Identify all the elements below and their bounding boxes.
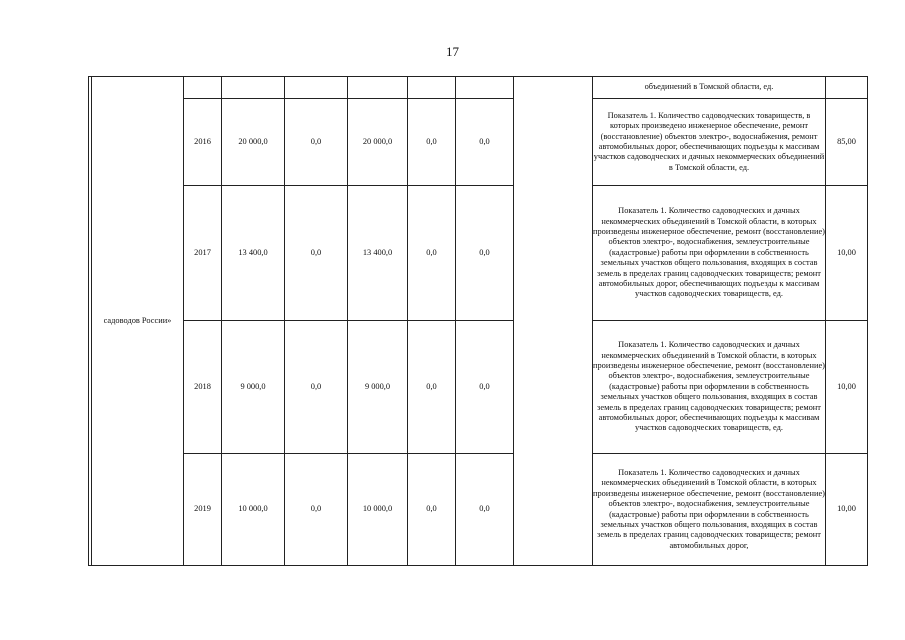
local-cell: 0,0: [408, 99, 456, 186]
local-cell: 0,0: [408, 186, 456, 321]
federal-cell: 0,0: [285, 186, 348, 321]
local-cell: 0,0: [408, 321, 456, 454]
table-row: [89, 99, 868, 186]
federal-cell: 0,0: [285, 321, 348, 454]
total-cell: 20 000,0: [222, 99, 285, 186]
year-cell: 2019: [184, 454, 222, 566]
local-cell: [408, 77, 456, 99]
total-cell: 10 000,0: [222, 454, 285, 566]
other-cell: 0,0: [456, 99, 514, 186]
page-number: 17: [446, 44, 459, 59]
regional-cell: [348, 77, 408, 99]
indicator-cell: Показатель 1. Количество садоводческих и дачных некоммерческих объединений в Томской области, в которых произведены инженерное обеспечение, ремонт (восстановление) объектов электро-, водоснабжения, землеустроительные (кадастровые) работы при оформлении в собственность земельных участков общего пользования, входящих в состав земель в пределах границ садоводческих товариществ; ремонт автомобильных дорог, обеспечивающих подъезды к массивам участков садоводческих товариществ, ед.: [593, 186, 826, 321]
value-cell: 10,00: [826, 454, 868, 566]
value-cell: 85,00: [826, 99, 868, 186]
other-cell: 0,0: [456, 321, 514, 454]
total-cell: [222, 77, 285, 99]
regional-cell: 9 000,0: [348, 321, 408, 454]
indicator-cell: Показатель 1. Количество садоводческих товариществ, в которых произведено инженерное обеспечение, ремонт (восстановление) объектов электро-, водоснабжения, ремонт автомобильных дорог, обеспечивающих подъезды к массивам участков садоводческих и дачных некоммерческих объединений в Томской области, ед.: [593, 99, 826, 186]
other-cell: 0,0: [456, 454, 514, 566]
blank-merged-column: [514, 77, 593, 566]
total-cell: 13 400,0: [222, 186, 285, 321]
indicator-cell: Показатель 1. Количество садоводческих и дачных некоммерческих объединений в Томской области, в которых произведены инженерное обеспечение, ремонт (восстановление) объектов электро-, водоснабжения, землеустроительные (кадастровые) работы при оформлении в собственность земельных участков общего пользования, входящих в состав земель в пределах границ садоводческих товариществ; ремонт автомобильных дорог,: [593, 454, 826, 566]
table-row: [89, 321, 868, 454]
regional-cell: 13 400,0: [348, 186, 408, 321]
year-cell: [184, 77, 222, 99]
regional-cell: 10 000,0: [348, 454, 408, 566]
value-cell: 10,00: [826, 321, 868, 454]
regional-cell: 20 000,0: [348, 99, 408, 186]
table-row: [89, 454, 868, 566]
program-table: [88, 76, 868, 566]
year-cell: 2017: [184, 186, 222, 321]
year-cell: 2016: [184, 99, 222, 186]
federal-cell: [285, 77, 348, 99]
value-cell: 10,00: [826, 186, 868, 321]
other-cell: 0,0: [456, 186, 514, 321]
year-cell: 2018: [184, 321, 222, 454]
indicator-cell: Показатель 1. Количество садоводческих и дачных некоммерческих объединений в Томской области, в которых произведены инженерное обеспечение, ремонт (восстановление) объектов электро-, водоснабжения, землеустроительные (кадастровые) работы при оформлении в собственность земельных участков общего пользования, входящих в состав земель в пределах границ садоводческих товариществ; ремонт автомобильных дорог, обеспечивающих подъезды к массивам участков садоводческих товариществ, ед.: [593, 321, 826, 454]
other-cell: [456, 77, 514, 99]
indicator-cell: объединений в Томской области, ед.: [593, 77, 826, 99]
total-cell: 9 000,0: [222, 321, 285, 454]
program-name-cell: садоводов России»: [92, 77, 184, 566]
federal-cell: 0,0: [285, 454, 348, 566]
federal-cell: 0,0: [285, 99, 348, 186]
local-cell: 0,0: [408, 454, 456, 566]
value-cell: [826, 77, 868, 99]
table-row: [89, 186, 868, 321]
table-row: [89, 77, 868, 99]
